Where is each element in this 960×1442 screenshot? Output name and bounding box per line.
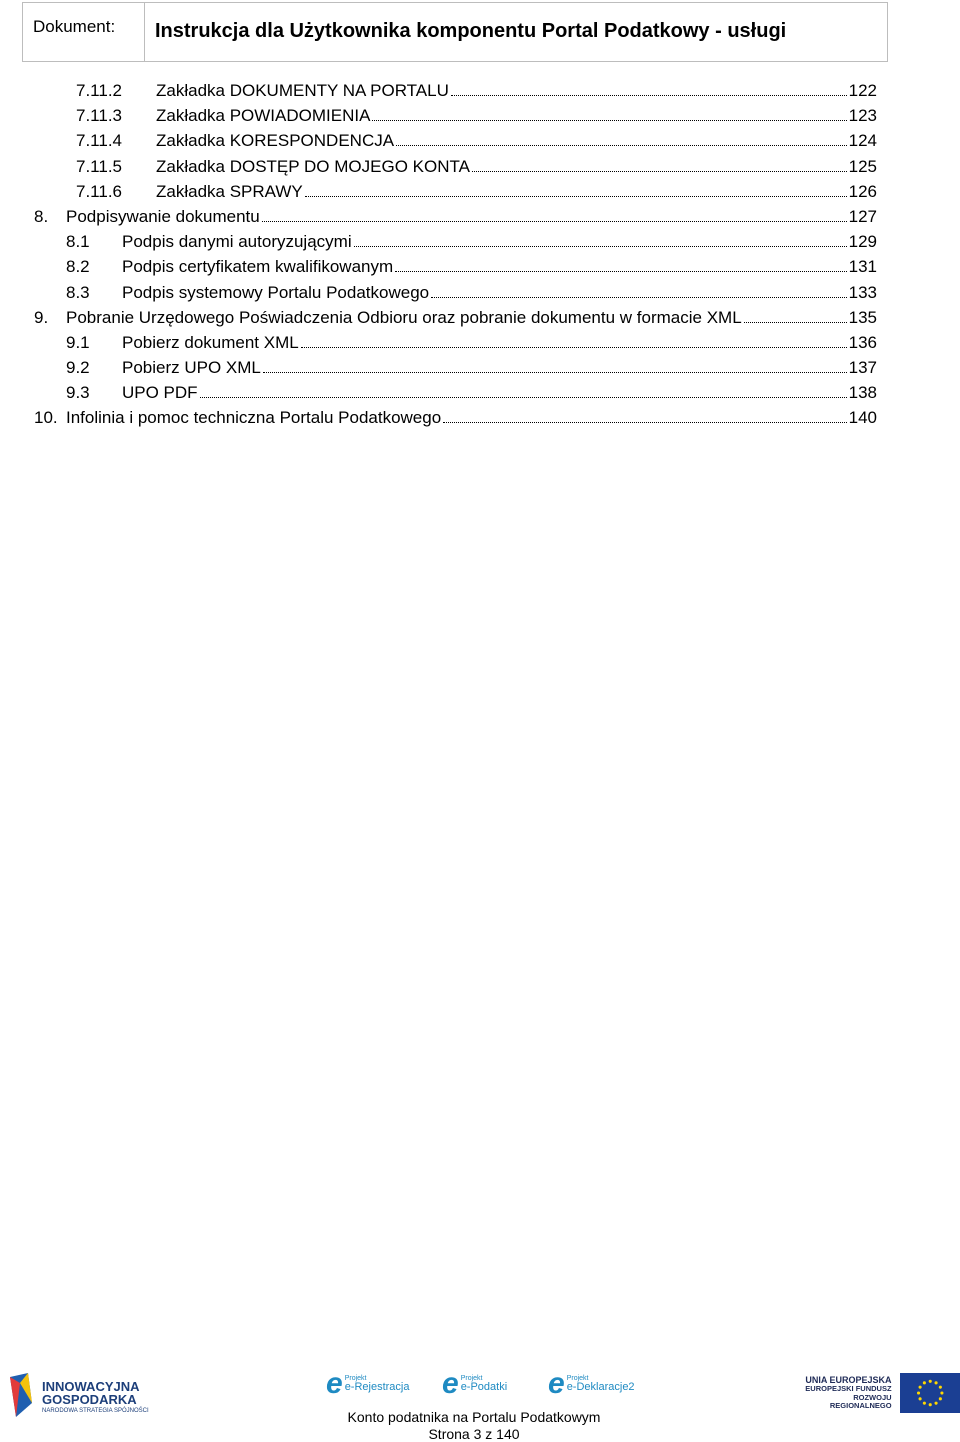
- toc-entry[interactable]: [34, 330, 877, 355]
- document-header: [22, 2, 888, 62]
- toc-entry-number: 7.11.4: [76, 131, 123, 151]
- toc-entry-page: 126: [848, 181, 877, 201]
- eu-star: [928, 1380, 931, 1383]
- toc-entry-page: 135: [848, 307, 877, 327]
- innowacyjna-line1: INNOWACYJNA: [42, 1379, 140, 1394]
- page-number: Strona 3 z 140: [428, 1426, 520, 1442]
- eu-star: [918, 1397, 921, 1400]
- e-podatki-big: e-Podatki: [460, 1381, 508, 1393]
- toc-entry[interactable]: [34, 305, 877, 330]
- toc-leader-dots: [472, 155, 847, 172]
- toc-leader-dots: [200, 381, 847, 398]
- toc-entry-title: Podpisywanie dokumentu: [66, 206, 260, 226]
- toc-entry-title: Zakładka DOSTĘP DO MOJEGO KONTA: [156, 156, 470, 176]
- toc-entry-number: 8.3: [66, 282, 90, 302]
- toc-entry-number: 8.2: [66, 257, 90, 277]
- e-deklaracje-big: e-Deklaracje2: [566, 1381, 635, 1393]
- eu-star: [938, 1386, 941, 1389]
- toc-entry-page: 133: [848, 282, 877, 302]
- toc-entry[interactable]: [34, 355, 877, 380]
- innowacyjna-line3: NARODOWA STRATEGIA SPÓJNOŚCI: [42, 1408, 149, 1414]
- toc-leader-dots: [395, 255, 846, 272]
- toc-entry[interactable]: [34, 78, 877, 103]
- eu-logo: [792, 1373, 960, 1413]
- toc-entry-title: Zakładka SPRAWY: [156, 181, 303, 201]
- toc-leader-dots: [451, 79, 847, 96]
- eu-star: [922, 1381, 925, 1384]
- toc-entry-title: Podpis systemowy Portalu Podatkowego: [122, 282, 430, 302]
- toc-entry[interactable]: [34, 154, 877, 179]
- e-rejestracja-logo: [326, 1369, 410, 1399]
- e-rejestracja-icon: e: [326, 1367, 343, 1400]
- toc-entry-page: 123: [848, 106, 877, 126]
- eu-star: [934, 1402, 937, 1405]
- toc-entry-page: 137: [848, 358, 877, 378]
- toc-entry[interactable]: [34, 380, 877, 405]
- toc-entry-title: Pobranie Urzędowego Poświadczenia Odbioru oraz pobranie dokumentu w formacie XML: [66, 307, 742, 327]
- header-title: Instrukcja dla Użytkownika komponentu Portal Podatkowy - usługi: [155, 20, 787, 42]
- toc-entry-title: UPO PDF: [122, 383, 198, 403]
- e-rejestracja-big: e-Rejestracja: [344, 1381, 410, 1393]
- e-deklaracje-logo: [548, 1369, 635, 1399]
- innowacyjna-line2: GOSPODARKA: [42, 1392, 137, 1407]
- toc-entry-number: 8.1: [66, 232, 90, 252]
- eu-line2: EUROPEJSKI FUNDUSZ: [805, 1384, 892, 1394]
- toc-entry-number: 9.3: [66, 383, 90, 403]
- eu-star: [917, 1391, 920, 1394]
- eu-star: [918, 1386, 921, 1389]
- toc-entry[interactable]: [34, 128, 877, 153]
- eu-star: [938, 1397, 941, 1400]
- toc-entry[interactable]: [34, 405, 877, 430]
- eu-star: [934, 1381, 937, 1384]
- toc-entry[interactable]: [34, 179, 877, 204]
- toc-leader-dots: [396, 129, 847, 146]
- toc-entry-number: 7.11.6: [76, 181, 123, 201]
- toc-leader-dots: [305, 180, 847, 197]
- footer-document-name: Konto podatnika na Portalu Podatkowym: [347, 1409, 601, 1425]
- toc-leader-dots: [354, 230, 847, 247]
- toc-leader-dots: [431, 281, 847, 298]
- eu-line3: ROZWOJU REGIONALNEGO: [829, 1392, 892, 1411]
- toc-entry-title: Podpis certyfikatem kwalifikowanym: [122, 257, 394, 277]
- toc-entry-page: 140: [848, 408, 877, 428]
- toc-leader-dots: [443, 406, 846, 423]
- toc-entry[interactable]: [34, 204, 877, 229]
- toc-entry-number: 10.: [34, 408, 58, 428]
- toc-leader-dots: [372, 104, 846, 121]
- toc-entry-title: Zakładka KORESPONDENCJA: [156, 131, 395, 151]
- eu-star: [922, 1402, 925, 1405]
- toc-entry-page: 124: [848, 131, 877, 151]
- toc-entry-title: Infolinia i pomoc techniczna Portalu Podatkowego: [66, 408, 442, 428]
- e-podatki-small: Projekt: [460, 1375, 483, 1382]
- toc-entry-page: 131: [848, 257, 877, 277]
- toc-entry-title: Zakładka POWIADOMIENIA: [156, 106, 371, 126]
- toc-entry-page: 136: [848, 332, 877, 352]
- toc-entry-title: Pobierz dokument XML: [122, 332, 299, 352]
- toc-leader-dots: [744, 306, 847, 323]
- toc-entry[interactable]: [34, 280, 877, 305]
- toc-leader-dots: [263, 356, 847, 373]
- e-rejestracja-small: Projekt: [344, 1375, 367, 1382]
- table-of-contents: [34, 78, 877, 431]
- toc-entry-number: 7.11.2: [76, 81, 123, 100]
- e-deklaracje-icon: e: [548, 1367, 565, 1400]
- toc-entry-number: 9.1: [66, 332, 90, 352]
- toc-entry[interactable]: [34, 229, 877, 254]
- toc-entry-page: 127: [848, 206, 877, 226]
- toc-entry[interactable]: [34, 103, 877, 128]
- toc-entry-title: Pobierz UPO XML: [122, 358, 261, 378]
- toc-entry-number: 7.11.3: [76, 106, 123, 126]
- e-deklaracje-small: Projekt: [566, 1375, 589, 1382]
- e-podatki-icon: e: [442, 1367, 459, 1400]
- toc-entry-page: 125: [848, 156, 877, 176]
- toc-entry-page: 129: [848, 232, 877, 252]
- eu-star: [940, 1391, 943, 1394]
- header-label: Dokument:: [23, 3, 145, 61]
- toc-entry-number: 9.2: [66, 358, 90, 378]
- eu-line1: UNIA EUROPEJSKA: [805, 1374, 892, 1385]
- toc-leader-dots: [262, 205, 847, 222]
- toc-entry-number: 9.: [34, 307, 49, 327]
- eu-star: [928, 1403, 931, 1406]
- eu-flag-icon: [900, 1373, 960, 1413]
- toc-entry-title: Podpis danymi autoryzującymi: [122, 232, 352, 252]
- toc-entry-number: 8.: [34, 206, 49, 226]
- toc-entry[interactable]: [34, 254, 877, 279]
- toc-entry-page: 122: [848, 81, 877, 100]
- toc-entry-page: 138: [848, 383, 877, 403]
- toc-leader-dots: [301, 331, 847, 348]
- toc-entry-title: Zakładka DOKUMENTY NA PORTALU: [156, 81, 449, 100]
- toc-entry-number: 7.11.5: [76, 156, 123, 176]
- e-podatki-logo: [442, 1369, 507, 1399]
